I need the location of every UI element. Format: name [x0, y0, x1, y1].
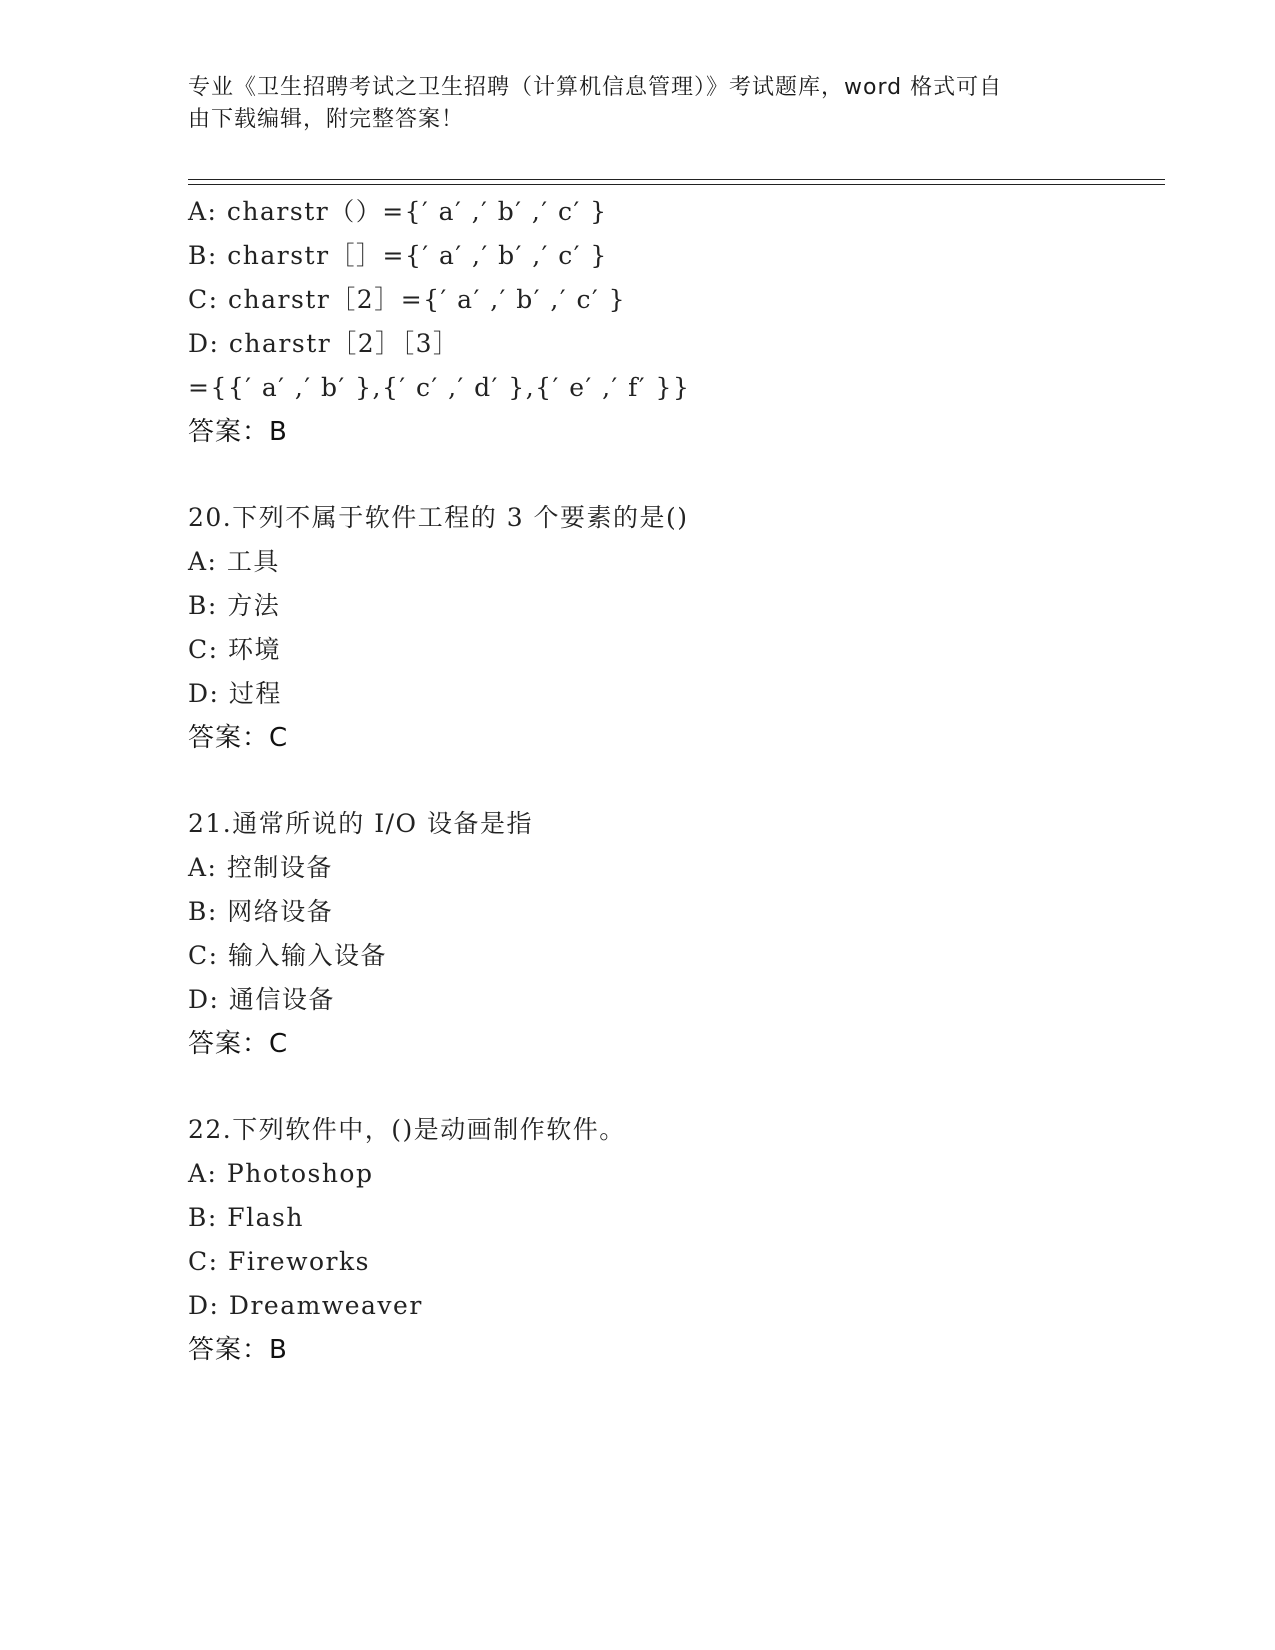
- answer-line: 答案：B: [188, 417, 288, 447]
- option-c: C: 环境: [188, 635, 281, 664]
- answer-line: 答案：B: [188, 1335, 288, 1365]
- option-a: A: charstr（）={′ a′ ,′ b′ ,′ c′ }: [188, 197, 608, 226]
- option-d: D: 过程: [188, 679, 282, 708]
- option-a: A: Photoshop: [188, 1159, 374, 1188]
- option-a: A: 工具: [188, 547, 280, 576]
- option-d: D: charstr［2］［3］: [188, 329, 460, 358]
- option-d-continued: ={{′ a′ ,′ b′ },{′ c′ ,′ d′ },{′ e′ ,′ f′ }}: [188, 373, 691, 402]
- header-divider-bottom: [188, 184, 1165, 185]
- document-header: [188, 72, 1088, 136]
- option-a: A: 控制设备: [188, 853, 333, 882]
- question-stem: 20.下列不属于软件工程的 3 个要素的是(): [188, 503, 689, 532]
- answer-line: 答案：C: [188, 1029, 289, 1059]
- option-b: B: charstr［］={′ a′ ,′ b′ ,′ c′ }: [188, 241, 608, 270]
- option-c: C: 输入输入设备: [188, 941, 387, 970]
- option-c: C: Fireworks: [188, 1247, 370, 1276]
- answer-line: 答案：C: [188, 723, 289, 753]
- header-line-2: 由下载编辑，附完整答案！: [188, 107, 465, 132]
- option-b: B: 网络设备: [188, 897, 334, 926]
- header-divider-top: [188, 179, 1165, 180]
- question-stem: 21.通常所说的 I/O 设备是指: [188, 809, 533, 838]
- option-c: C: charstr［2］={′ a′ ,′ b′ ,′ c′ }: [188, 285, 626, 314]
- option-d: D: Dreamweaver: [188, 1291, 423, 1320]
- option-b: B: 方法: [188, 591, 281, 620]
- header-line-1: 专业《卫生招聘考试之卫生招聘（计算机信息管理）》考试题库，word 格式可自: [188, 75, 1003, 100]
- option-d: D: 通信设备: [188, 985, 335, 1014]
- question-stem: 22.下列软件中，()是动画制作软件。: [188, 1115, 626, 1144]
- option-b: B: Flash: [188, 1203, 304, 1232]
